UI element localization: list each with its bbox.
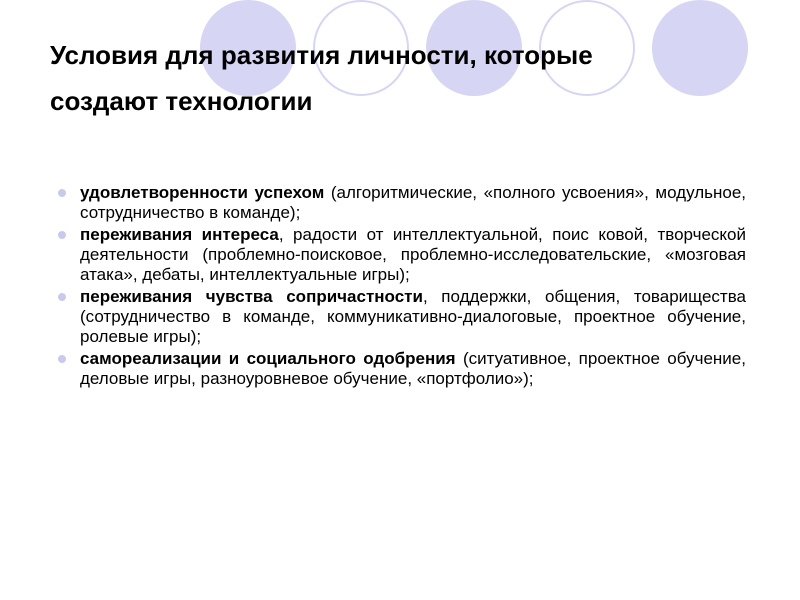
bullet-heading: самореализации и социального одобрения	[80, 349, 456, 368]
bullet-text: , радости от интеллектуальной, поис ковой, творческой деятельности (проблемно-поисковое, проблемно-исследовательские, «мозговая атака», дебаты, интеллектуальные игры);	[80, 225, 746, 284]
bullet-heading: удовлетворенности успехом	[80, 183, 325, 202]
bullet-item-success	[58, 183, 746, 223]
bullet-text: (алгоритмические, «полного усвоения», модульное, сотрудничество в команде);	[80, 183, 746, 222]
bullet-heading: переживания чувства сопричастности	[80, 287, 423, 306]
bullet-list	[58, 183, 746, 391]
bullet-dot-icon	[58, 355, 66, 363]
slide-title-line-1: Условия для развития личности, которые	[50, 40, 593, 70]
bullet-item-interest	[58, 225, 746, 285]
bullet-item-self-realization	[58, 349, 746, 389]
bullet-item-belonging	[58, 287, 746, 347]
slide-title	[50, 32, 770, 124]
slide-title-line-2: создают технологии	[50, 86, 313, 116]
bullet-text: (ситуативное, проектное обучение, деловые игры, разноуровневое обучение, «портфолио»);	[80, 349, 746, 388]
bullet-dot-icon	[58, 189, 66, 197]
bullet-text: , поддержки, общения, товарищества (сотрудничество в команде, коммуникативно-диалоговые, проектное обучение, ролевые игры);	[80, 287, 746, 346]
bullet-dot-icon	[58, 231, 66, 239]
bullet-dot-icon	[58, 293, 66, 301]
bullet-heading: переживания интереса	[80, 225, 279, 244]
